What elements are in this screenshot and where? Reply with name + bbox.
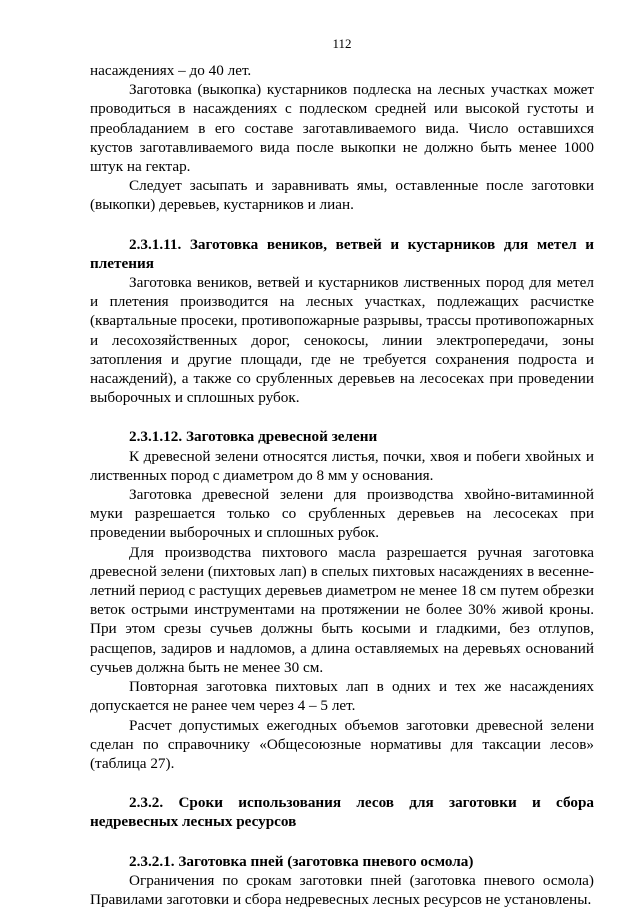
section-heading-2-3-2-1: 2.3.2.1. Заготовка пней (заготовка пневого осмола)	[129, 852, 474, 870]
paragraph-fill-pits: Следует засыпать и заравнивать ямы, оставленные после заготовки (выкопки) деревьев, кустарников и лиан.	[90, 177, 594, 214]
section-gap	[90, 215, 594, 235]
paragraph-brooms-branches: Заготовка веников, ветвей и кустарников лиственных пород для метел и плетения производится на лесных участках, подлежащих расчистке (квартальные просеки, противопожарные разрывы, трассы противопожарных и лесохозяйственных дорог, сенокосы, линии электропередачи, зоны затопления и другие площади, где не требуется сохранения подроста и насаждений), а также со срубленных деревьев на лесосеках при проведении выборочных и сплошных рубок.	[90, 274, 594, 407]
section-gap	[90, 407, 594, 427]
paragraph-greenery-definition: К древесной зелени относятся листья, почки, хвоя и побеги хвойных и лиственных пород с диаметром до 8 мм у основания.	[90, 447, 594, 484]
section-heading-2-3-2: 2.3.2. Сроки использования лесов для заготовки и сбора недревесных лесных ресурсов	[90, 794, 594, 831]
paragraph-stumps-restrictions: Ограничения по срокам заготовки пней (заготовка пневого осмола) Правилами заготовки и сбора недревесных лесных ресурсов не установлены.	[90, 871, 594, 908]
paragraph-vitamin-flour: Заготовка древесной зелени для производства хвойно-витаминной муки разрешается только со срубленных деревьев на лесосеках при проведении выборочных и сплошных рубок.	[90, 486, 594, 542]
section-heading-2-3-1-12: 2.3.1.12. Заготовка древесной зелени	[129, 428, 378, 446]
paragraph-fir-oil: Для производства пихтового масла разрешается ручная заготовка древесной зелени (пихтовых лап) в спелых пихтовых насаждениях в весенне-летний период с растущих деревьев диаметром не менее 18 см путем обрезки веток острыми инструментами на протяжении не более 30% живой кроны. При этом срезы сучьев должны быть косыми и гладкими, без отлупов, расщепов, задиров и надломов, а длина оставляемых на деревьях оснований сучьев должна быть не менее 30 см.	[90, 543, 594, 676]
section-gap	[90, 773, 594, 793]
page-number: 112	[332, 36, 352, 51]
paragraph-volume-calculation: Расчет допустимых ежегодных объемов заготовки древесной зелени сделан по справочнику «Общесоюзные нормативы для таксации лесов» (таблица 27).	[90, 716, 594, 772]
paragraph-continuation: насаждениях – до 40 лет.	[90, 62, 252, 79]
section-gap	[90, 832, 594, 852]
document-page	[90, 36, 594, 909]
paragraph-shrub-harvesting: Заготовка (выкопка) кустарников подлеска на лесных участках может проводиться в насаждениях с подлеском средней или высокой густоты и преобладанием в его составе заготавливаемого вида. Число оставшихся кустов заготавливаемого вида после выкопки не должно быть менее 1000 штук на гектар.	[90, 81, 594, 176]
paragraph-repeat-harvest: Повторная заготовка пихтовых лап в одних и тех же насаждениях допускается не ранее чем через 4 – 5 лет.	[90, 678, 594, 715]
section-heading-2-3-1-11: 2.3.1.11. Заготовка веников, ветвей и кустарников для метел и плетения	[90, 235, 594, 272]
